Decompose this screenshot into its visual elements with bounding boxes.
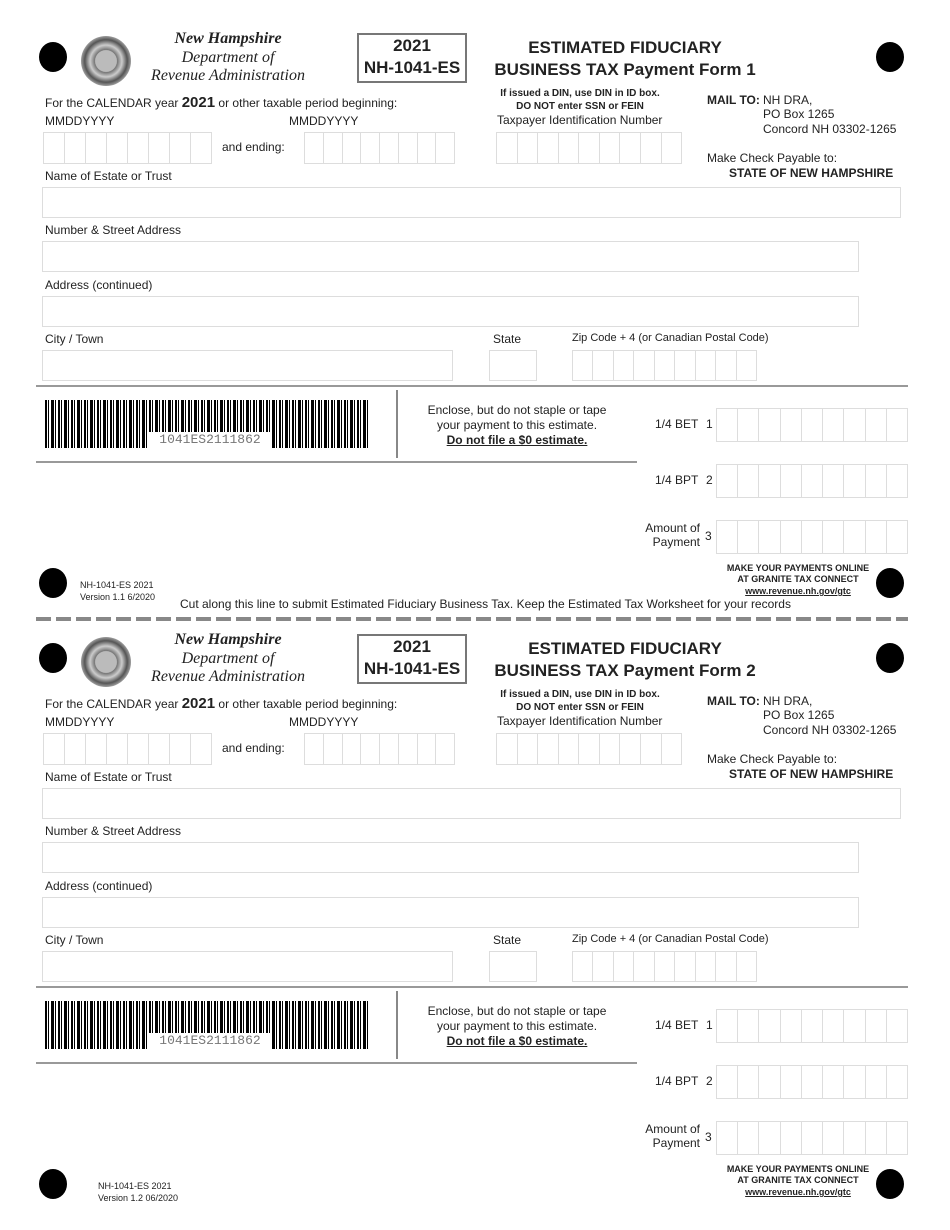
form-id-box — [357, 33, 467, 83]
registration-dot-icon — [876, 42, 904, 72]
nh-seal-logo — [81, 36, 131, 86]
payable-to: STATE OF NEW HAMPSHIRE — [729, 166, 894, 180]
bet-amount-input[interactable] — [716, 408, 908, 442]
mail-to-line3: Concord NH 03302-1265 — [763, 122, 897, 136]
agency-state: New Hampshire — [174, 30, 282, 47]
payable-to: STATE OF NEW HAMPSHIRE — [729, 767, 894, 781]
registration-dot-icon — [39, 1169, 67, 1199]
tin-input[interactable] — [496, 132, 682, 164]
divider — [396, 390, 398, 458]
footer-form-id: NH-1041-ES 2021 — [98, 1181, 172, 1191]
agency-dept: Department of — [181, 49, 275, 66]
nh-seal-logo — [81, 637, 131, 687]
cut-line-instruction: Cut along this line to submit Estimated Fiduciary Business Tax. Keep the Estimated Tax Worksheet for your records — [180, 597, 791, 611]
line2-number: 2 — [706, 473, 713, 487]
payable-label: Make Check Payable to: — [707, 151, 838, 165]
street-label: Number & Street Address — [45, 223, 182, 237]
street-input[interactable] — [42, 241, 859, 272]
city-label: City / Town — [45, 933, 104, 947]
begin-date-format: MMDDYYYY — [45, 715, 115, 729]
registration-dot-icon — [39, 643, 67, 673]
street-input[interactable] — [42, 842, 859, 873]
din-note-1: If issued a DIN, use DIN in ID box. — [500, 88, 660, 99]
mail-to-line1: NH DRA, — [763, 93, 813, 107]
online-note-1: MAKE YOUR PAYMENTS ONLINE — [726, 563, 870, 573]
state-input[interactable] — [489, 951, 537, 982]
divider — [36, 986, 908, 988]
end-date-input[interactable] — [304, 132, 455, 164]
registration-dot-icon — [876, 1169, 904, 1199]
agency-name: Revenue Administration — [151, 67, 305, 84]
footer-version: Version 1.1 6/2020 — [80, 592, 156, 602]
zip-label: Zip Code + 4 (or Canadian Postal Code) — [572, 933, 769, 945]
tin-label: Taxpayer Identification Number — [497, 714, 663, 728]
barcode — [45, 1001, 370, 1049]
estate-name-label: Name of Estate or Trust — [45, 169, 172, 183]
bpt-amount-input[interactable] — [716, 464, 908, 498]
city-input[interactable] — [42, 951, 453, 982]
line1-label: 1/4 BET — [655, 417, 699, 431]
payable-label: Make Check Payable to: — [707, 752, 838, 766]
line3-number: 3 — [705, 529, 712, 543]
registration-dot-icon — [39, 568, 67, 598]
mail-to-line2: PO Box 1265 — [763, 708, 835, 722]
estate-name-label: Name of Estate or Trust — [45, 770, 172, 784]
end-date-format: MMDDYYYY — [289, 114, 359, 128]
tin-input[interactable] — [496, 733, 682, 765]
end-date-format: MMDDYYYY — [289, 715, 359, 729]
din-note-1: If issued a DIN, use DIN in ID box. — [500, 689, 660, 700]
online-link[interactable]: www.revenue.nh.gov/gtc — [745, 586, 851, 596]
enclose-note-2: your payment to this estimate. — [436, 1019, 598, 1033]
address2-input[interactable] — [42, 296, 859, 327]
mail-to-label: MAIL TO: — [707, 694, 760, 708]
form-year: 2021 — [393, 637, 431, 656]
form-title-line2: BUSINESS TAX Payment Form 2 — [494, 661, 756, 680]
state-label: State — [493, 332, 522, 346]
divider — [396, 991, 398, 1059]
form-title-line1: ESTIMATED FIDUCIARY — [528, 38, 722, 57]
registration-dot-icon — [876, 568, 904, 598]
period-label: For the CALENDAR year 2021 or other taxable period beginning: — [45, 94, 398, 111]
state-label: State — [493, 933, 522, 947]
end-date-input[interactable] — [304, 733, 455, 765]
bet-amount-input[interactable] — [716, 1009, 908, 1043]
mail-to-label: MAIL TO: — [707, 93, 760, 107]
line3-number: 3 — [705, 1130, 712, 1144]
online-note-2: AT GRANITE TAX CONNECT — [737, 1175, 859, 1185]
line1-label: 1/4 BET — [655, 1018, 699, 1032]
line3-label-1: Amount of — [645, 521, 700, 535]
city-input[interactable] — [42, 350, 453, 381]
zip-input[interactable] — [572, 350, 757, 381]
registration-dot-icon — [876, 643, 904, 673]
line3-label-2: Payment — [652, 1136, 700, 1150]
begin-date-format: MMDDYYYY — [45, 114, 115, 128]
barcode-number: 1041ES2111862 — [148, 432, 272, 448]
line2-number: 2 — [706, 1074, 713, 1088]
payment-form-2 — [0, 601, 950, 1201]
payment-form-1 — [0, 0, 950, 600]
no-zero-note: Do not file a $0 estimate. — [446, 433, 588, 447]
line3-label-2: Payment — [652, 535, 700, 549]
divider — [36, 385, 908, 387]
estate-name-input[interactable] — [42, 187, 901, 218]
form-title-line1: ESTIMATED FIDUCIARY — [528, 639, 722, 658]
street-label: Number & Street Address — [45, 824, 182, 838]
mail-to-line1: NH DRA, — [763, 694, 813, 708]
line2-label: 1/4 BPT — [655, 1074, 699, 1088]
mail-to-line3: Concord NH 03302-1265 — [763, 723, 897, 737]
registration-dot-icon — [39, 42, 67, 72]
address2-input[interactable] — [42, 897, 859, 928]
din-note-2: DO NOT enter SSN or FEIN — [516, 101, 644, 112]
din-note-2: DO NOT enter SSN or FEIN — [516, 702, 644, 713]
barcode — [45, 400, 370, 448]
divider — [36, 1062, 637, 1064]
begin-date-input[interactable] — [43, 132, 212, 164]
agency-state: New Hampshire — [174, 631, 282, 648]
mail-to-line2: PO Box 1265 — [763, 107, 835, 121]
line2-label: 1/4 BPT — [655, 473, 699, 487]
no-zero-note: Do not file a $0 estimate. — [446, 1034, 588, 1048]
bpt-amount-input[interactable] — [716, 1065, 908, 1099]
divider — [36, 461, 637, 463]
footer-form-id: NH-1041-ES 2021 — [80, 580, 154, 590]
period-label: For the CALENDAR year 2021 or other taxable period beginning: — [45, 695, 398, 712]
and-ending-label: and ending: — [222, 140, 285, 154]
enclose-note-2: your payment to this estimate. — [436, 418, 598, 432]
tin-label: Taxpayer Identification Number — [497, 113, 663, 127]
online-link[interactable]: www.revenue.nh.gov/gtc — [745, 1187, 851, 1197]
barcode-number: 1041ES2111862 — [148, 1033, 272, 1049]
footer-version: Version 1.2 06/2020 — [98, 1193, 179, 1203]
line1-number: 1 — [706, 417, 713, 431]
line1-number: 1 — [706, 1018, 713, 1032]
online-note-1: MAKE YOUR PAYMENTS ONLINE — [726, 1164, 870, 1174]
line3-label-1: Amount of — [645, 1122, 700, 1136]
zip-input[interactable] — [572, 951, 757, 982]
and-ending-label: and ending: — [222, 741, 285, 755]
form-id: NH-1041-ES — [363, 58, 461, 77]
zip-label: Zip Code + 4 (or Canadian Postal Code) — [572, 332, 769, 344]
address2-label: Address (continued) — [45, 278, 153, 292]
state-input[interactable] — [489, 350, 537, 381]
form-year: 2021 — [393, 36, 431, 55]
enclose-note-1: Enclose, but do not staple or tape — [427, 403, 607, 417]
agency-name: Revenue Administration — [151, 668, 305, 685]
address2-label: Address (continued) — [45, 879, 153, 893]
begin-date-input[interactable] — [43, 733, 212, 765]
agency-dept: Department of — [181, 650, 275, 667]
payment-amount-input[interactable] — [716, 520, 908, 554]
payment-amount-input[interactable] — [716, 1121, 908, 1155]
form-id: NH-1041-ES — [363, 659, 461, 678]
city-label: City / Town — [45, 332, 104, 346]
form-title-line2: BUSINESS TAX Payment Form 1 — [494, 60, 756, 79]
estate-name-input[interactable] — [42, 788, 901, 819]
enclose-note-1: Enclose, but do not staple or tape — [427, 1004, 607, 1018]
form-id-box — [357, 634, 467, 684]
online-note-2: AT GRANITE TAX CONNECT — [737, 574, 859, 584]
